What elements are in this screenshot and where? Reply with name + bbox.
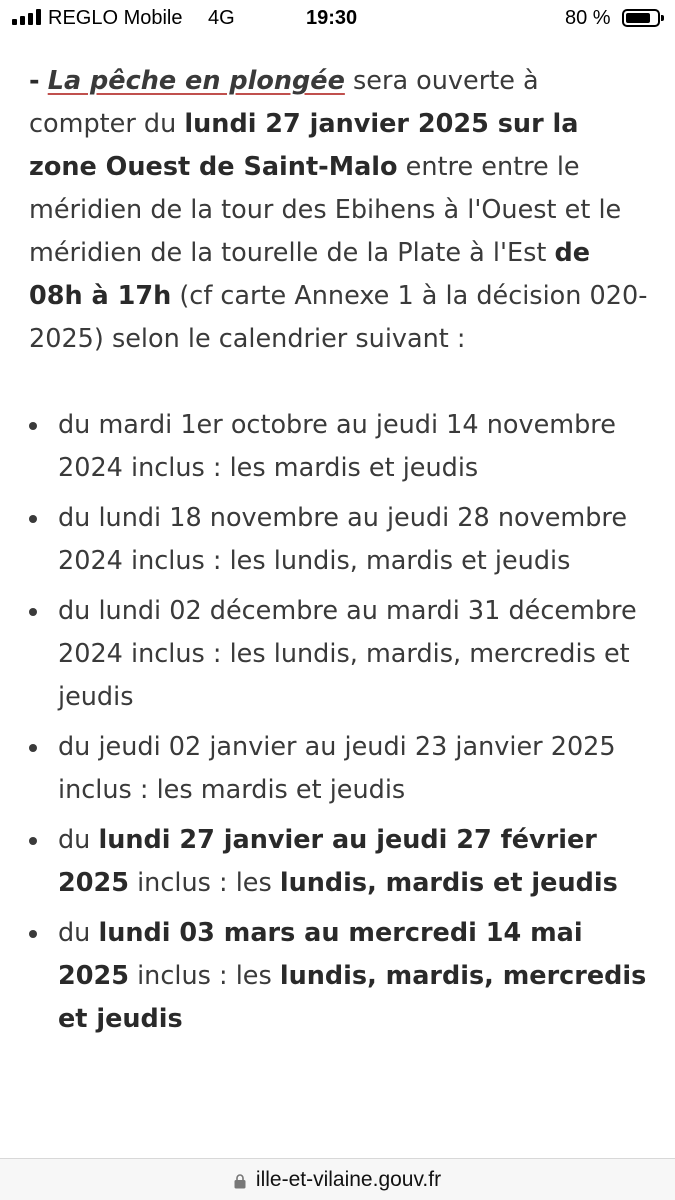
schedule-item-bold-days: lundis, mardis, mercredis et jeudis [58,961,647,1034]
lock-icon [234,1174,246,1188]
schedule-list [29,404,649,1041]
signal-strength-icon [12,9,44,25]
intro-dash: - [29,66,40,96]
schedule-item [29,404,649,490]
intro-bold-date-zone: lundi 27 janvier 2025 sur la zone Ouest de Saint-Malo [29,109,579,182]
article-content [29,60,649,1048]
schedule-item-bold-dates: lundi 03 mars au mercredi 14 mai 2025 [58,918,583,991]
url-bar[interactable] [0,1158,675,1200]
schedule-item [29,819,649,905]
schedule-item [29,497,649,583]
clock: 19:30 [306,7,358,29]
url-domain[interactable]: ille-et-vilaine.gouv.fr [255,1167,442,1191]
carrier-name: REGLO Mobile [48,7,183,29]
schedule-item-text: du mardi 1er octobre au jeudi 14 novembre 2024 inclus : les mardis et jeudis [58,410,616,483]
schedule-item [29,726,649,812]
intro-text-2: entre entre le méridien de la tour des Ebihens à l'Ouest et le méridien de la tourelle de la Plate à l'Est [29,152,622,268]
lead-link-peche-en-plongee[interactable]: La pêche en plongée [47,66,345,96]
schedule-item-bold-days: lundis, mardis et jeudis [279,868,618,898]
schedule-item-text: inclus : les [128,961,280,991]
intro-bold-hours: de 08h à 17h [29,238,591,311]
intro-text-1: sera ouverte à compter du [29,66,539,139]
schedule-item-text: du [58,825,99,855]
status-bar [0,0,675,40]
network-type: 4G [208,7,235,29]
schedule-item [29,912,649,1041]
schedule-item [29,590,649,719]
schedule-item-text: du lundi 02 décembre au mardi 31 décembre 2024 inclus : les lundis, mardis, mercredis et jeudis [58,596,637,712]
intro-paragraph [29,60,649,361]
intro-text-3: (cf carte Annexe 1 à la décision 020-2025) selon le calendrier suivant : [29,281,648,354]
battery-percent: 80 % [565,7,611,29]
schedule-item-text: du [58,918,99,948]
schedule-item-text: inclus : les [128,868,280,898]
schedule-item-text: du lundi 18 novembre au jeudi 28 novembre 2024 inclus : les lundis, mardis et jeudis [58,503,628,576]
battery-icon [622,9,660,27]
schedule-item-text: du jeudi 02 janvier au jeudi 23 janvier 2025 inclus : les mardis et jeudis [58,732,616,805]
schedule-item-bold-dates: lundi 27 janvier au jeudi 27 février 2025 [58,825,597,898]
